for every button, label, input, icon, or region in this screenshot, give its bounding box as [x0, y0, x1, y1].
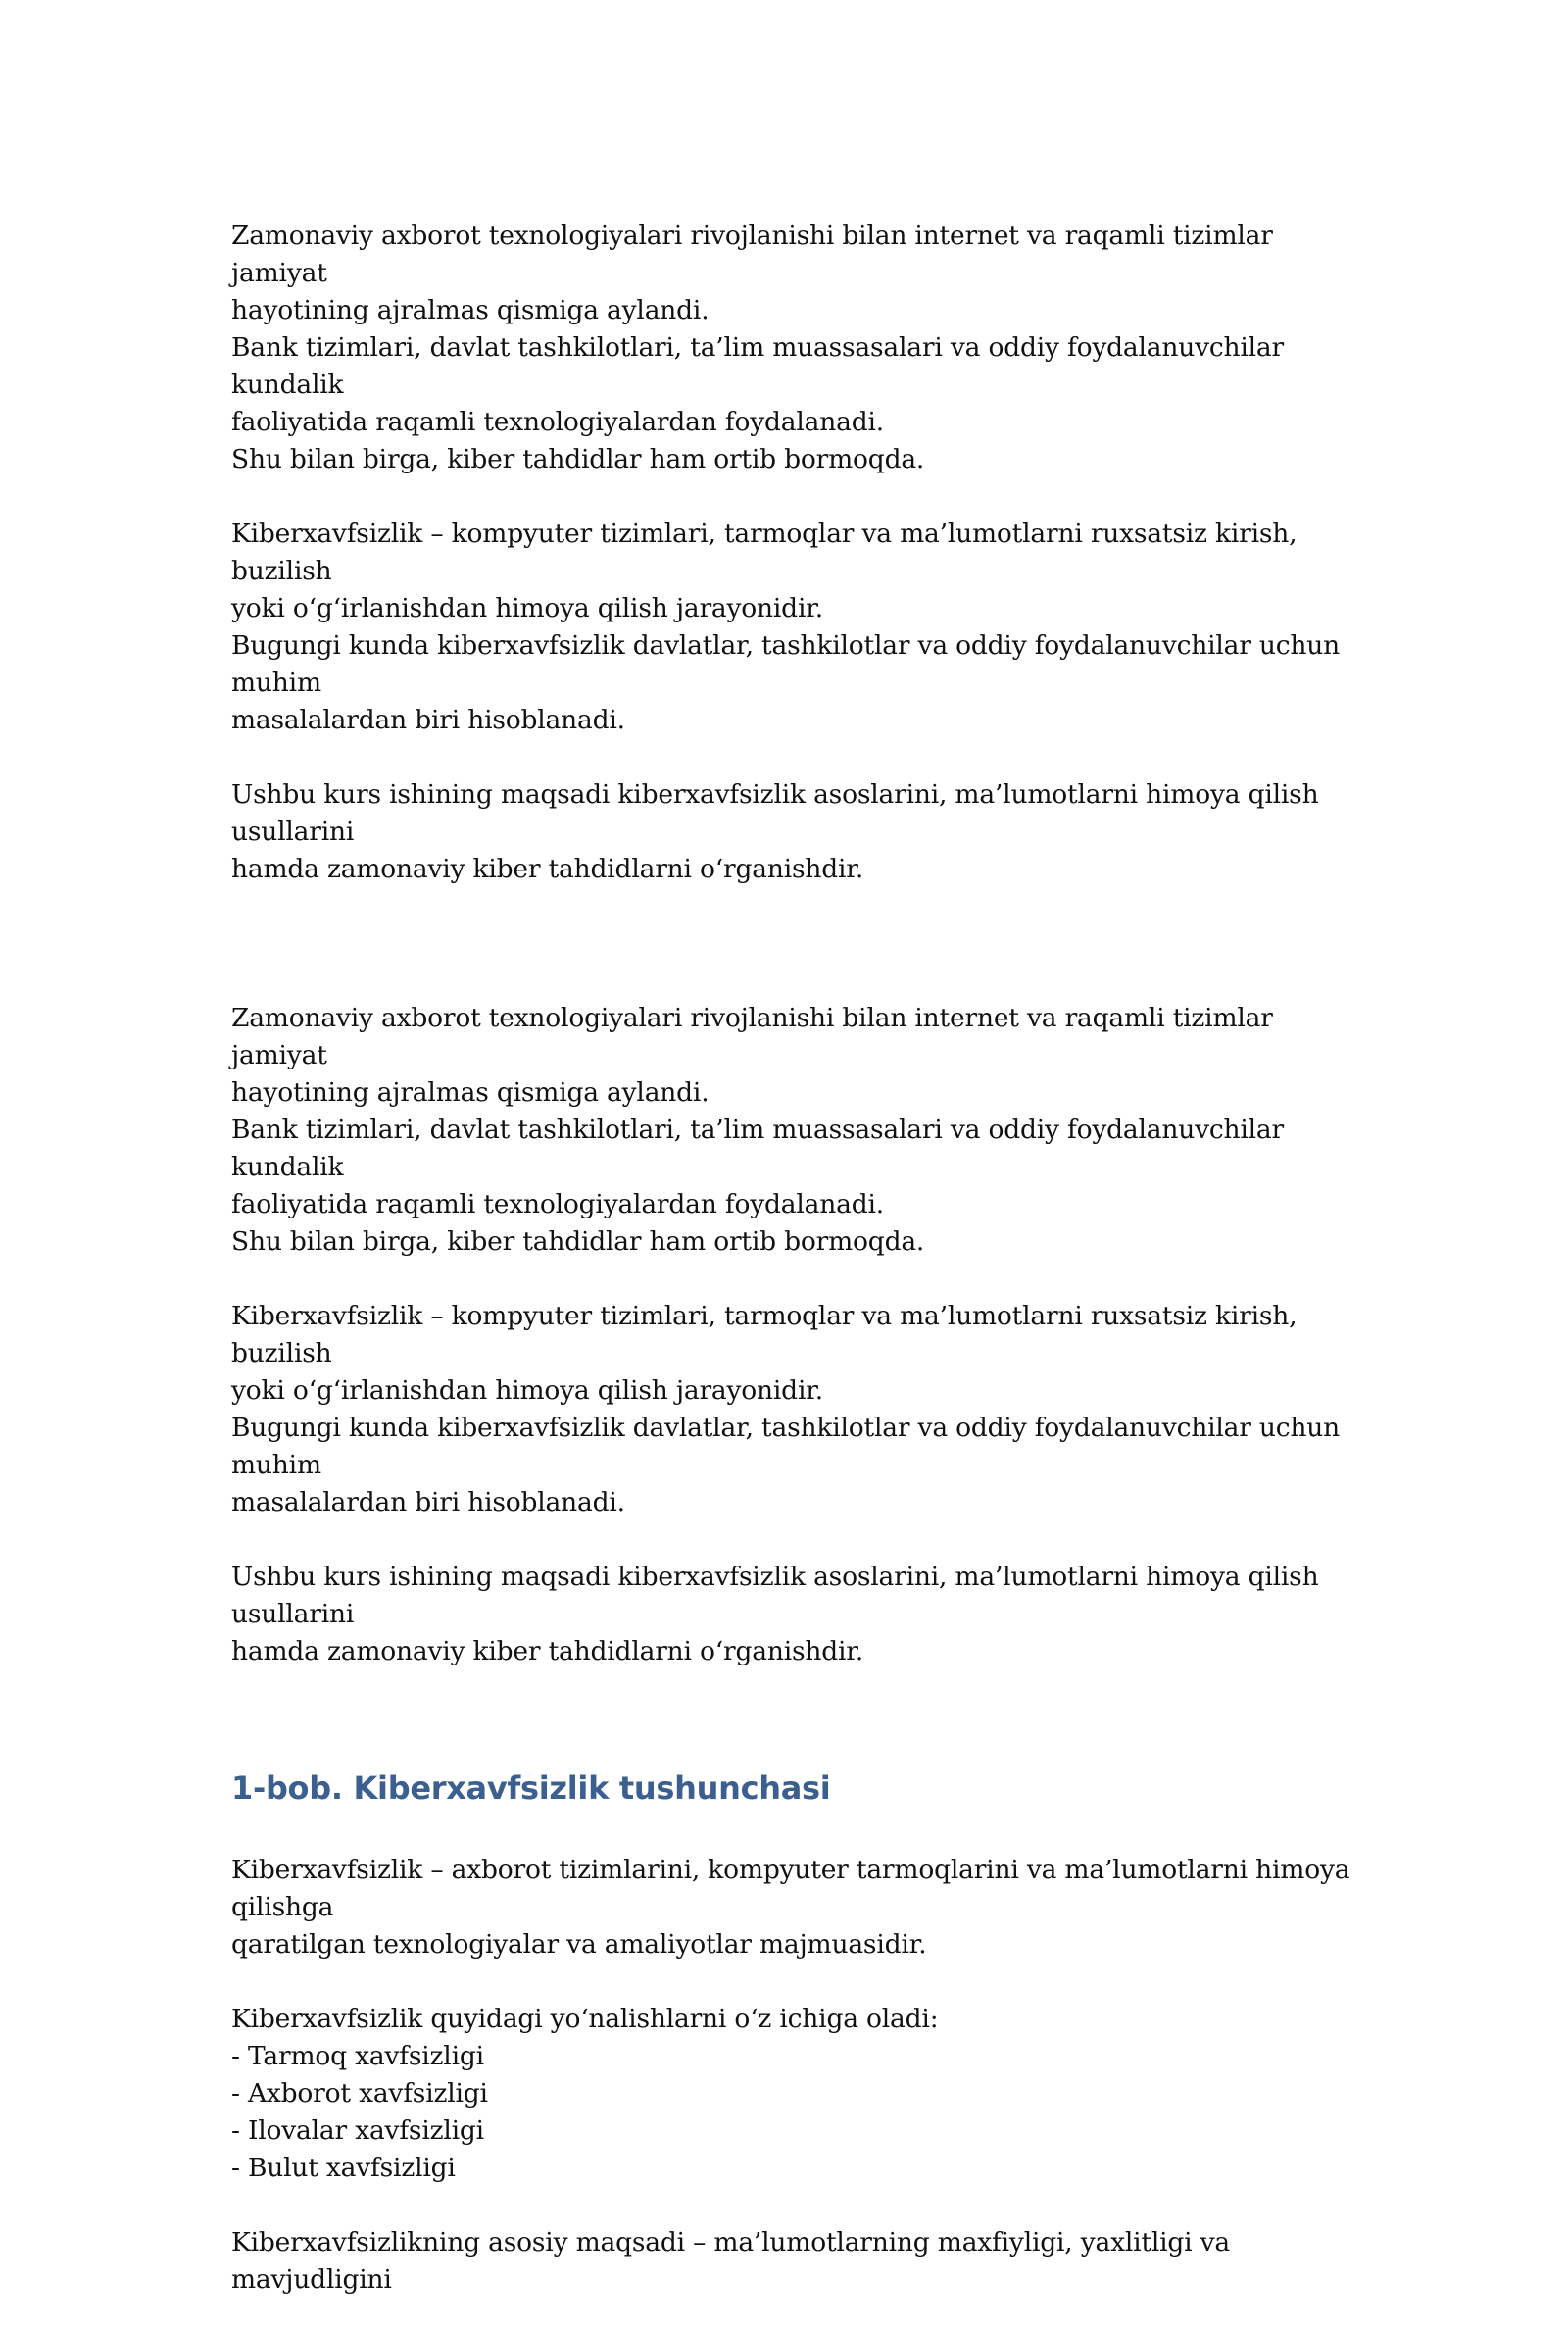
- text-line: Kiberxavfsizlik – kompyuter tizimlari, tarmoqlar va ma’lumotlarni ruxsatsiz kirish, buzilish: [231, 1301, 1298, 1368]
- repeat-paragraph-1: [231, 1000, 1358, 1261]
- list-intro: Kiberxavfsizlik quyidagi yo‘nalishlarni o‘z ichiga oladi:: [231, 2004, 939, 2034]
- directions-list: [231, 2038, 1358, 2187]
- text-line: Kiberxavfsizlik – axborot tizimlarini, kompyuter tarmoqlarini va ma’lumotlarni himoya qilishga: [231, 1855, 1350, 1922]
- intro-paragraph-3: [231, 776, 1358, 888]
- intro-paragraph-1: [231, 218, 1358, 478]
- definition-paragraph: [231, 1852, 1358, 1963]
- text-line: qaratilgan texnologiyalar va amaliyotlar majmuasidir.: [231, 1929, 927, 1960]
- text-line: hamda zamonaviy kiber tahdidlarni o‘rganishdir.: [231, 854, 864, 884]
- text-line: yoki o‘g‘irlanishdan himoya qilish jarayonidir.: [231, 593, 823, 623]
- text-line: masalalardan biri hisoblanadi.: [231, 705, 625, 735]
- list-item: - Tarmoq xavfsizligi: [231, 2041, 484, 2071]
- document-body: [231, 218, 1358, 2336]
- list-item: - Ilovalar xavfsizligi: [231, 2115, 484, 2146]
- text-line: Ushbu kurs ishining maqsadi kiberxavfsizlik asoslarini, ma’lumotlarni himoya qilish usullarini: [231, 1562, 1319, 1629]
- text-line: hayotining ajralmas qismiga aylandi.: [231, 295, 710, 325]
- text-line: Bank tizimlari, davlat tashkilotlari, ta’lim muassasalari va oddiy foydalanuvchilar kundalik: [231, 332, 1285, 400]
- text-line: Shu bilan birga, kiber tahdidlar ham ortib bormoqda.: [231, 1226, 925, 1257]
- text-line: Shu bilan birga, kiber tahdidlar ham ortib bormoqda.: [231, 444, 925, 474]
- repeat-paragraph-2: [231, 1298, 1358, 1521]
- text-line: Ushbu kurs ishining maqsadi kiberxavfsizlik asoslarini, ma’lumotlarni himoya qilish usullarini: [231, 779, 1319, 847]
- text-line: hayotining ajralmas qismiga aylandi.: [231, 1077, 710, 1108]
- list-item: - Axborot xavfsizligi: [231, 2078, 488, 2109]
- text-line: Kiberxavfsizlik – kompyuter tizimlari, tarmoqlar va ma’lumotlarni ruxsatsiz kirish, buzilish: [231, 519, 1298, 586]
- goal-paragraph: [231, 2224, 1358, 2299]
- chapter-heading: 1-bob. Kiberxavfsizlik tushunchasi: [231, 1769, 831, 1807]
- text-line: faoliyatida raqamli texnologiyalardan foydalanadi.: [231, 407, 884, 437]
- text-line: hamda zamonaviy kiber tahdidlarni o‘rganishdir.: [231, 1636, 864, 1666]
- text-line: faoliyatida raqamli texnologiyalardan foydalanadi.: [231, 1189, 884, 1219]
- text-line: masalalardan biri hisoblanadi.: [231, 1487, 625, 1517]
- repeat-paragraph-3: [231, 1559, 1358, 1670]
- text-line: Zamonaviy axborot texnologiyalari rivojlanishi bilan internet va raqamli tizimlar jamiyat: [231, 1003, 1273, 1070]
- text-line: Bank tizimlari, davlat tashkilotlari, ta’lim muassasalari va oddiy foydalanuvchilar kundalik: [231, 1115, 1285, 1182]
- list-item: - Bulut xavfsizligi: [231, 2153, 456, 2183]
- intro-paragraph-2: [231, 516, 1358, 739]
- text-line: yoki o‘g‘irlanishdan himoya qilish jarayonidir.: [231, 1375, 823, 1406]
- text-line: Bugungi kunda kiberxavfsizlik davlatlar, tashkilotlar va oddiy foydalanuvchilar uchun muhim: [231, 630, 1341, 698]
- text-line: Bugungi kunda kiberxavfsizlik davlatlar, tashkilotlar va oddiy foydalanuvchilar uchun muhim: [231, 1413, 1341, 1480]
- text-line: Zamonaviy axborot texnologiyalari rivojlanishi bilan internet va raqamli tizimlar jamiyat: [231, 221, 1273, 288]
- text-line: Kiberxavfsizlikning asosiy maqsadi – ma’lumotlarning maxfiyligi, yaxlitligi va mavjudligini: [231, 2227, 1231, 2295]
